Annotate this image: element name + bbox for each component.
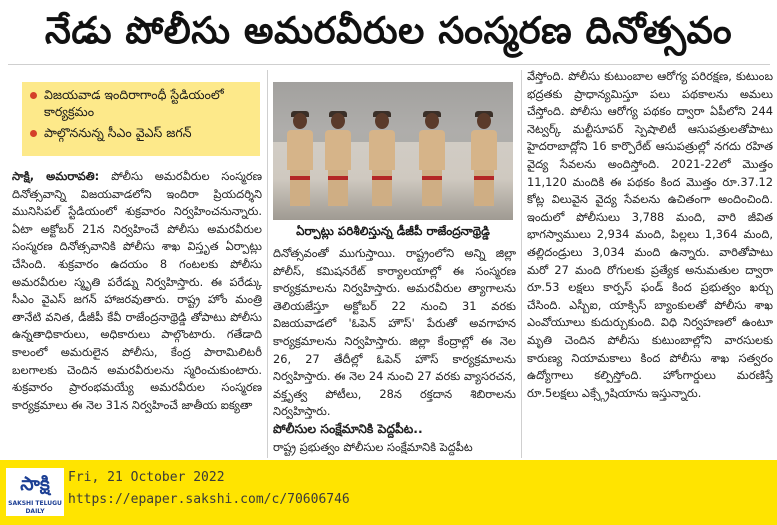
photo-caption: ఏర్పాట్లు పరిశీలిస్తున్న డీజీపీ రాజేంద్రనాథ్రెడ్డి bbox=[273, 222, 513, 240]
officer-figure bbox=[471, 111, 497, 206]
highlight-item bbox=[30, 86, 252, 120]
logo-wordmark: సాక్షి bbox=[20, 473, 50, 495]
column-text: దినోత్సవంతో ముగుస్తాయి. రాష్ట్రంలోని అన్ని జిల్లా పోలీస్, కమిషనరేట్ కార్యాలయాల్లో ఈ సంస్మరణ కార్యక్రమాలను నిర్వహిస్తారు. అమరవీరుల త్యాగాలను తెలియజేస్తూ అక్టోబర్ 22 నుంచి 31 వరకు విజయవాడలో 'ఓపెన్ హౌస్' పేరుతో అవగాహన కార్యక్రమాలను నిర్వహిస్తారు. జిల్లా కేంద్రాల్లో ఈ నెల 26, 27 తేదీల్లో ఓపెన్ హౌస్ కార్యక్రమాలను నిర్వహిస్తారు. ఈ నెల 24 నుంచి 27 వరకు వ్యాసరచన, వక్తృత్వ పోటీలు, 28న రక్తదాన శిబిరాలను నిర్వహిస్తారు. bbox=[273, 246, 516, 419]
article-column-2 bbox=[273, 245, 516, 460]
footer-bar bbox=[0, 460, 777, 525]
officer-figure bbox=[287, 111, 313, 206]
column-divider bbox=[267, 70, 268, 458]
column-text: పోలీసు అమరవీరుల సంస్మరణ దినోత్సవాన్ని విజయవాడలోని ఇందిరా ప్రియదర్శిని మునిసిపల్ స్టేడియంలో శుక్రవారం నిర్వహించనున్నారు. ఏటా అక్టోబర్ 21న నిర్వహించే పోలీసు అమరవీరుల సంస్మరణ దినోత్సవానికి పోలీసు శాఖ విస్తృత ఏర్పాట్లు చేసింది. శుక్రవారం ఉదయం 8 గంటలకు పోలీసు అమరవీరుల స్మృతి పరేడ్ను నిర్వహిస్తారు. ఈ పరేడ్కు సీఎం వైఎస్ జగన్ హాజరవుతారు. రాష్ట్ర హోం మంత్రి తానేటి వనిత, డీజీపీ కేవీ రాజేంద్రనాథ్రెడ్డి తోపాటు పోలీసు ఉన్నతాధికారులు, అధికారులు పాల్గొంటారు. గతేడాది కాలంలో అమరులైన పోలీసు, కేంద్ర పారామిలిటరీ బలగాలకు చెందిన అమరవీరులను స్మరించుకుంటారు. శుక్రవారం ప్రారంభమయ్యే అమరవీరుల సంస్మరణ కార్యక్రమాలు ఈ నెల 31న నిర్వహించే జాతీయ ఐక్యతా bbox=[12, 169, 262, 412]
article-headline: నేడు పోలీసు అమరవీరుల సంస్మరణ దినోత్సవం bbox=[44, 9, 733, 52]
officer-figure bbox=[325, 111, 351, 206]
epaper-link[interactable]: https://epaper.sakshi.com/c/70606746 bbox=[68, 492, 350, 507]
highlight-text: విజయవాడ ఇందిరాగాంధీ స్టేడియంలో కార్యక్రమం bbox=[44, 87, 224, 119]
officer-figure bbox=[369, 111, 395, 206]
subheading: పోలీసుల సంక్షేమానికి పెద్దపీట.. bbox=[273, 421, 423, 436]
bullet-icon bbox=[30, 130, 37, 137]
officer-figure bbox=[419, 111, 445, 206]
edition-date: Fri, 21 October 2022 bbox=[68, 470, 225, 485]
bullet-icon bbox=[30, 92, 37, 99]
article-column-1 bbox=[12, 168, 262, 458]
headline-divider bbox=[8, 64, 770, 65]
sakshi-logo[interactable] bbox=[6, 468, 64, 516]
column-text: రాష్ట్ర ప్రభుత్వం పోలీసుల సంక్షేమానికి పెద్దపీట bbox=[273, 439, 473, 454]
dateline: సాక్షి, అమరావతి: bbox=[12, 169, 100, 183]
column-text: వేస్తోంది. పోలీసు కుటుంబాల ఆరోగ్య పరిరక్షణ, కుటుంబ భద్రతకు ప్రాధాన్యమిస్తూ పలు పథకాలను అమలు చేస్తోంది. పోలీసు ఆరోగ్య పథకం ద్వారా ఏపీలోని 244 నెట్వర్క్ మల్టీసూపర్ స్పెషాలిటీ ఆసుపత్రులతోపాటు హైదరాబాద్లోని 16 కార్పొరేట్ ఆసుపత్రుల్లో నగదు రహిత వైద్య సేవలను అందిస్తోంది. 2021-22లో మొత్తం 11,120 మందికి ఈ పథకం కింద మొత్తం రూ.37.12 కోట్ల విలువైన వైద్య సేవలను ఉచితంగా అందించింది. ఇందులో పోలీసులు 3,788 మంది, వారి జీవిత భాగస్వాములు 2,934 మంది, పిల్లలు 1,364 మంది, తల్లిదండ్రులు 3,034 మంది ఉన్నారు. వారితోపాటు మరో 27 మంది రోగులకు ప్రత్యేక అనుమతుల ద్వారా రూ.53 లక్షలు కార్పస్ ఫండ్ కింద ప్రభుత్వం ఖర్చు చేసింది. ఎస్బీఐ, యాక్సిస్ బ్యాంకులతో పోలీసు శాఖ ఎంవోయూలు కుదుర్చుకుంది. విధి నిర్వహణలో ఉంటూ మృతి చెందిన పోలీసు కుటుంబాల్లోని వారసులకు కారుణ్య నియామకాలు కింద పోలీసు శాఖ సత్వరం ఉద్యోగాలు కల్పిస్తోంది. హోంగార్డులు మరణిస్తే రూ.5లక్షలు ఎక్స్గ్రేషియాను ఇస్తున్నారు. bbox=[527, 69, 773, 400]
article-column-3 bbox=[527, 68, 773, 460]
highlight-text: పాల్గొననున్న సీఎం వైఎస్ జగన్ bbox=[44, 125, 192, 140]
article-photo bbox=[273, 82, 513, 220]
highlights-box bbox=[22, 82, 260, 156]
highlight-item bbox=[30, 124, 252, 141]
logo-tagline: SAKSHI TELUGU DAILY bbox=[8, 500, 62, 515]
column-divider bbox=[521, 70, 522, 458]
